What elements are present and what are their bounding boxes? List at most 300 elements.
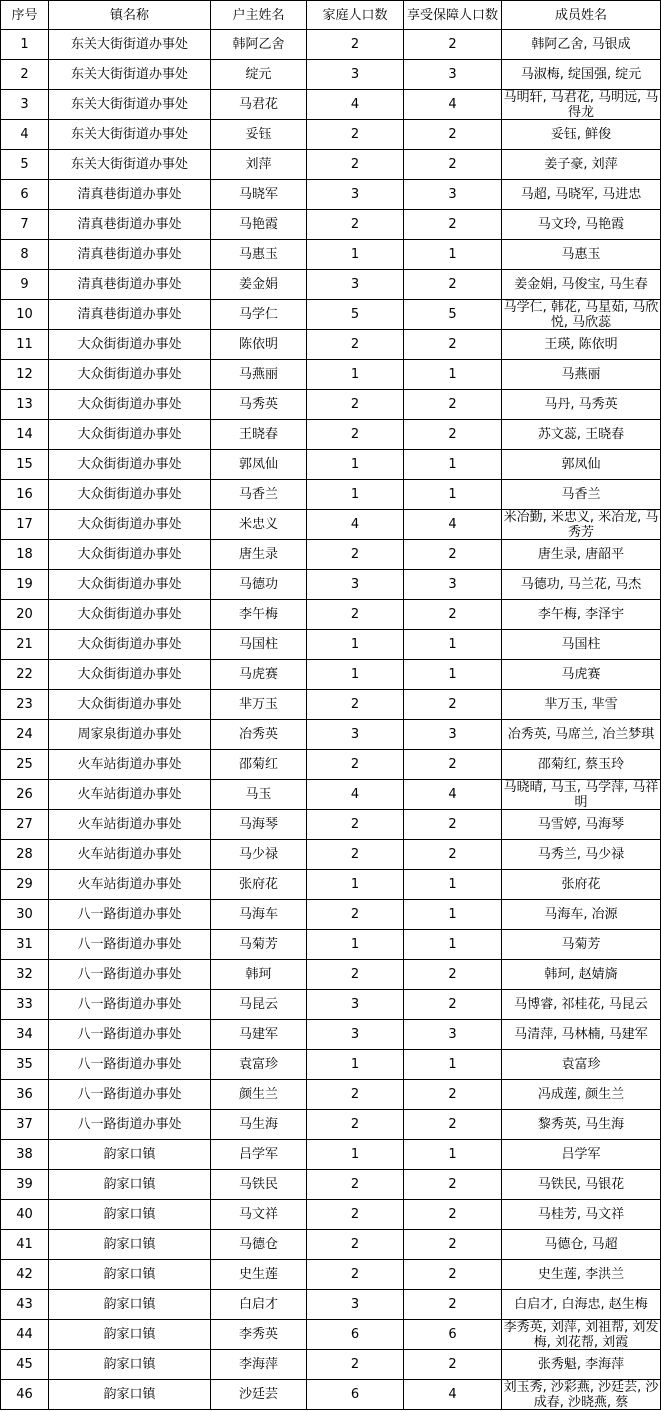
table-row [1,810,661,840]
cell-covered-size-text: 1 [448,877,457,892]
cell-family-size-text: 6 [350,1387,360,1402]
cell-covered-size [404,990,502,1020]
cell-householder [211,1260,307,1290]
cell-covered-size-text: 1 [448,937,457,952]
cell-family-size [307,180,404,210]
cell-family-size-text: 2 [350,607,360,622]
cell-index [1,150,49,180]
cell-householder [211,1380,307,1410]
cell-members-text: 马菊芳 [561,937,601,952]
cell-index-text: 8 [20,247,29,262]
cell-town-text: 清真巷街道办事处 [77,187,182,202]
cell-index [1,510,49,540]
cell-family-size [307,570,404,600]
table-row [1,150,661,180]
cell-index-text: 15 [16,457,33,472]
cell-family-size-text: 4 [350,517,360,532]
cell-members-text: 马惠玉 [561,247,601,262]
table-row [1,30,661,60]
cell-index-text: 38 [16,1147,33,1162]
cell-town [49,960,211,990]
cell-covered-size-text: 2 [448,817,457,832]
cell-family-size-text: 2 [350,217,360,232]
cell-members-text: 邵菊红, 蔡玉玲 [537,757,625,772]
cell-family-size [307,690,404,720]
cell-index [1,1080,49,1110]
cell-index [1,1200,49,1230]
cell-members [502,1380,661,1410]
cell-members-text: 马秀兰, 马少禄 [537,847,625,862]
cell-householder-text: 姜金娟 [238,277,278,292]
cell-householder-text: 陈依明 [238,337,278,352]
cell-covered-size [404,1200,502,1230]
cell-members-text: 姜子豪, 刘萍 [544,157,618,172]
cell-householder [211,570,307,600]
cell-family-size-text: 2 [350,907,360,922]
cell-town [49,330,211,360]
cell-householder-text: 李秀英 [238,1327,278,1342]
cell-index [1,390,49,420]
cell-members [502,240,661,270]
cell-index [1,1290,49,1320]
cell-members-text: 韩珂, 赵婧旖 [544,967,618,982]
cell-members-text: 马虎赛 [561,667,601,682]
cell-householder-text: 马玉 [245,787,272,802]
cell-family-size-text: 2 [350,127,360,142]
cell-members [502,690,661,720]
cell-index-text: 12 [16,367,33,382]
cell-family-size-text: 1 [350,1057,360,1072]
cell-family-size-text: 3 [350,277,360,292]
cell-members [502,1140,661,1170]
cell-householder [211,360,307,390]
cell-members [502,1020,661,1050]
cell-index [1,30,49,60]
cell-members [502,540,661,570]
cell-householder [211,630,307,660]
cell-family-size [307,660,404,690]
cell-members-text: 李午梅, 李泽宇 [537,607,625,622]
cell-family-size-text: 2 [350,157,360,172]
cell-covered-size-text: 1 [448,667,457,682]
cell-members-text: 马晓晴, 马玉, 马学萍, 马祥明 [503,780,659,809]
cell-index-text: 13 [16,397,33,412]
col-header-householder [211,1,307,30]
cell-town [49,270,211,300]
cell-family-size-text: 2 [350,847,360,862]
cell-index-text: 32 [16,967,33,982]
cell-index [1,750,49,780]
cell-householder-text: 马海琴 [238,817,278,832]
cell-town-text: 大众街街道办事处 [77,337,182,352]
cell-family-size-text: 3 [350,1297,360,1312]
cell-members-text: 李秀英, 刘萍, 刘祖帮, 刘发梅, 刘花帮, 刘霞 [503,1320,659,1349]
cell-covered-size-text: 2 [448,1207,457,1222]
cell-householder-text: 马少禄 [238,847,278,862]
cell-family-size-text: 6 [350,1327,360,1342]
cell-index-text: 30 [16,907,33,922]
table-body [1,30,661,1410]
table-row [1,840,661,870]
cell-family-size [307,240,404,270]
table-row [1,120,661,150]
cell-family-size [307,330,404,360]
cell-members-text: 马丹, 马秀英 [544,397,618,412]
cell-covered-size-text: 1 [448,367,457,382]
cell-householder-text: 邵菊红 [238,757,278,772]
cell-members [502,180,661,210]
cell-family-size-text: 1 [350,667,360,682]
cell-householder [211,450,307,480]
table-row [1,420,661,450]
cell-family-size-text: 1 [350,877,360,892]
cell-family-size [307,1290,404,1320]
cell-covered-size-text: 3 [448,67,457,82]
cell-members-text: 冶秀英, 马席兰, 冶兰梦琪 [507,727,655,742]
cell-covered-size-text: 3 [448,727,457,742]
cell-family-size [307,870,404,900]
table-row [1,990,661,1020]
cell-town-text: 火车站街道办事处 [77,757,182,772]
cell-householder [211,60,307,90]
cell-town-text: 大众街街道办事处 [77,517,182,532]
cell-members-text: 马淑梅, 绽国强, 绽元 [520,67,642,82]
cell-covered-size [404,660,502,690]
cell-members [502,480,661,510]
cell-covered-size-text: 2 [448,997,457,1012]
cell-town [49,1230,211,1260]
cell-householder-text: 绽元 [245,67,272,82]
cell-town-text: 韵家口镇 [103,1327,156,1342]
cell-covered-size [404,690,502,720]
cell-householder-text: 马艳霞 [238,217,278,232]
cell-householder-text: 芈万玉 [238,697,278,712]
cell-householder-text: 冶秀英 [238,727,278,742]
cell-householder [211,180,307,210]
cell-members-text: 马燕丽 [561,367,601,382]
cell-members-text: 姜金娟, 马俊宝, 马生春 [514,277,648,292]
cell-householder [211,960,307,990]
cell-town-text: 大众街街道办事处 [77,487,182,502]
cell-town-text: 大众街街道办事处 [77,547,182,562]
cell-householder-text: 韩珂 [245,967,272,982]
cell-index-text: 7 [20,217,29,232]
cell-family-size-text: 2 [350,1207,360,1222]
cell-index-text: 4 [20,127,29,142]
cell-family-size-text: 2 [350,547,360,562]
cell-householder [211,210,307,240]
cell-covered-size-text: 5 [448,307,457,322]
cell-index [1,780,49,810]
cell-index [1,330,49,360]
cell-index-text: 43 [16,1297,33,1312]
cell-covered-size [404,420,502,450]
cell-index [1,930,49,960]
cell-town-text: 八一路街道办事处 [77,997,182,1012]
cell-householder [211,870,307,900]
cell-members-text: 马德仓, 马超 [544,1237,618,1252]
cell-family-size [307,810,404,840]
cell-covered-size [404,720,502,750]
cell-householder-text: 吕学军 [238,1147,278,1162]
cell-covered-size-text: 2 [448,547,457,562]
cell-members [502,360,661,390]
cell-members [502,1050,661,1080]
cell-householder-text: 马生海 [238,1117,278,1132]
cell-covered-size [404,90,502,120]
cell-householder-text: 沙廷芸 [238,1387,278,1402]
cell-town-text: 八一路街道办事处 [77,1087,182,1102]
cell-index-text: 35 [16,1057,33,1072]
cell-members [502,30,661,60]
cell-index [1,630,49,660]
cell-index-text: 1 [20,37,29,52]
cell-family-size-text: 2 [350,1237,360,1252]
cell-town [49,510,211,540]
cell-members [502,570,661,600]
cell-covered-size [404,30,502,60]
cell-index-text: 28 [16,847,33,862]
col-header-householder-label: 户主姓名 [232,7,285,23]
col-header-index [1,1,49,30]
cell-town-text: 韵家口镇 [103,1177,156,1192]
cell-householder [211,330,307,360]
cell-householder-text: 马燕丽 [238,367,278,382]
cell-family-size-text: 2 [350,397,360,412]
cell-members-text: 张府花 [561,877,601,892]
cell-town-text: 大众街街道办事处 [77,367,182,382]
cell-town-text: 韵家口镇 [103,1387,156,1402]
cell-householder [211,1080,307,1110]
cell-family-size-text: 1 [350,457,360,472]
cell-town [49,120,211,150]
cell-family-size-text: 2 [350,757,360,772]
col-header-index-label: 序号 [11,7,38,23]
cell-householder-text: 马文祥 [238,1207,278,1222]
cell-town [49,780,211,810]
cell-town [49,480,211,510]
cell-householder [211,600,307,630]
cell-family-size [307,930,404,960]
cell-covered-size [404,180,502,210]
cell-family-size-text: 4 [350,97,360,112]
table-row [1,210,661,240]
cell-householder-text: 马晓军 [238,187,278,202]
cell-family-size-text: 1 [350,937,360,952]
cell-householder-text: 马建军 [238,1027,278,1042]
cell-covered-size-text: 4 [448,97,457,112]
cell-householder-text: 马德仓 [238,1237,278,1252]
cell-town-text: 八一路街道办事处 [77,1027,182,1042]
cell-family-size [307,270,404,300]
cell-householder [211,1140,307,1170]
cell-covered-size [404,810,502,840]
cell-covered-size-text: 2 [448,1267,457,1282]
cell-members [502,720,661,750]
cell-town-text: 韵家口镇 [103,1237,156,1252]
cell-family-size [307,1230,404,1260]
table-row [1,600,661,630]
header-row [1,1,661,30]
cell-index-text: 22 [16,667,33,682]
cell-family-size-text: 1 [350,1147,360,1162]
cell-householder [211,270,307,300]
cell-covered-size [404,240,502,270]
cell-householder [211,1320,307,1350]
cell-covered-size [404,930,502,960]
cell-covered-size-text: 2 [448,607,457,622]
cell-town-text: 八一路街道办事处 [77,937,182,952]
table-row [1,450,661,480]
cell-town-text: 清真巷街道办事处 [77,277,182,292]
cell-index-text: 41 [16,1237,33,1252]
table-row [1,1110,661,1140]
cell-householder [211,690,307,720]
cell-covered-size [404,1260,502,1290]
cell-householder [211,480,307,510]
cell-index [1,60,49,90]
cell-index [1,810,49,840]
cell-family-size-text: 2 [350,37,360,52]
cell-town [49,570,211,600]
cell-family-size-text: 3 [350,727,360,742]
cell-town-text: 韵家口镇 [103,1357,156,1372]
cell-index-text: 34 [16,1027,33,1042]
cell-householder-text: 马国柱 [238,637,278,652]
cell-index-text: 9 [20,277,29,292]
cell-covered-size [404,570,502,600]
cell-town [49,240,211,270]
cell-family-size-text: 2 [350,1267,360,1282]
cell-householder [211,1200,307,1230]
cell-covered-size-text: 2 [448,1297,457,1312]
table-row [1,300,661,330]
cell-covered-size-text: 2 [448,1117,457,1132]
cell-town-text: 火车站街道办事处 [77,847,182,862]
table-row [1,1320,661,1350]
cell-family-size [307,300,404,330]
cell-covered-size [404,600,502,630]
cell-index [1,90,49,120]
cell-covered-size-text: 1 [448,907,457,922]
cell-family-size [307,1050,404,1080]
cell-members-text: 芈万玉, 芈雪 [544,697,618,712]
cell-covered-size [404,510,502,540]
cell-town-text: 清真巷街道办事处 [77,247,182,262]
cell-members [502,1080,661,1110]
cell-covered-size-text: 2 [448,757,457,772]
cell-covered-size [404,1230,502,1260]
cell-members [502,270,661,300]
cell-town [49,630,211,660]
cell-householder-text: 马菊芳 [238,937,278,952]
cell-family-size [307,1020,404,1050]
cell-householder [211,1050,307,1080]
cell-covered-size [404,1350,502,1380]
cell-members [502,420,661,450]
table-row [1,1140,661,1170]
cell-town [49,900,211,930]
cell-town-text: 韵家口镇 [103,1297,156,1312]
cell-covered-size-text: 1 [448,1147,457,1162]
cell-members [502,210,661,240]
cell-index-text: 5 [20,157,29,172]
col-header-covered-size [404,1,502,30]
cell-householder [211,240,307,270]
cell-covered-size [404,1050,502,1080]
cell-town-text: 东关大街街道办事处 [70,157,188,172]
cell-covered-size-text: 2 [448,397,457,412]
cell-family-size-text: 3 [350,1027,360,1042]
cell-town [49,1260,211,1290]
table-row [1,570,661,600]
cell-members-text: 王瑛, 陈依明 [544,337,618,352]
cell-town [49,930,211,960]
cell-family-size [307,750,404,780]
table-row [1,60,661,90]
table-row [1,750,661,780]
cell-index [1,360,49,390]
cell-family-size-text: 2 [350,967,360,982]
cell-family-size-text: 2 [350,427,360,442]
cell-town [49,1080,211,1110]
cell-town-text: 八一路街道办事处 [77,1117,182,1132]
cell-town [49,90,211,120]
cell-members-text: 马海车, 冶源 [544,907,618,922]
cell-covered-size-text: 1 [448,1057,457,1072]
cell-family-size [307,450,404,480]
cell-town-text: 清真巷街道办事处 [77,307,182,322]
cell-householder-text: 马君花 [238,97,278,112]
cell-householder-text: 史生莲 [238,1267,278,1282]
cell-family-size-text: 3 [350,187,360,202]
table-row [1,390,661,420]
cell-members-text: 马明轩, 马君花, 马明远, 马得龙 [503,90,659,119]
cell-householder [211,90,307,120]
table-row [1,630,661,660]
cell-covered-size [404,1320,502,1350]
col-header-town [49,1,211,30]
cell-family-size [307,1320,404,1350]
col-header-family-size-label: 家庭人口数 [322,7,388,23]
cell-town-text: 大众街街道办事处 [77,427,182,442]
cell-town [49,720,211,750]
table-row [1,690,661,720]
cell-members [502,510,661,540]
cell-members-text: 马清萍, 马林楠, 马建军 [514,1027,648,1042]
cell-householder-text: 马秀英 [238,397,278,412]
cell-town [49,390,211,420]
cell-members-text: 马香兰 [561,487,601,502]
cell-index-text: 16 [16,487,33,502]
cell-family-size-text: 3 [350,67,360,82]
cell-town-text: 八一路街道办事处 [77,1057,182,1072]
cell-index [1,600,49,630]
table-row [1,480,661,510]
cell-covered-size-text: 4 [448,787,457,802]
cell-town-text: 大众街街道办事处 [77,397,182,412]
cell-members [502,150,661,180]
cell-index [1,210,49,240]
cell-covered-size [404,630,502,660]
cell-members [502,1230,661,1260]
cell-index [1,1380,49,1410]
cell-family-size [307,1260,404,1290]
cell-index [1,900,49,930]
cell-town [49,600,211,630]
cell-covered-size-text: 4 [448,517,457,532]
cell-covered-size-text: 3 [448,187,457,202]
